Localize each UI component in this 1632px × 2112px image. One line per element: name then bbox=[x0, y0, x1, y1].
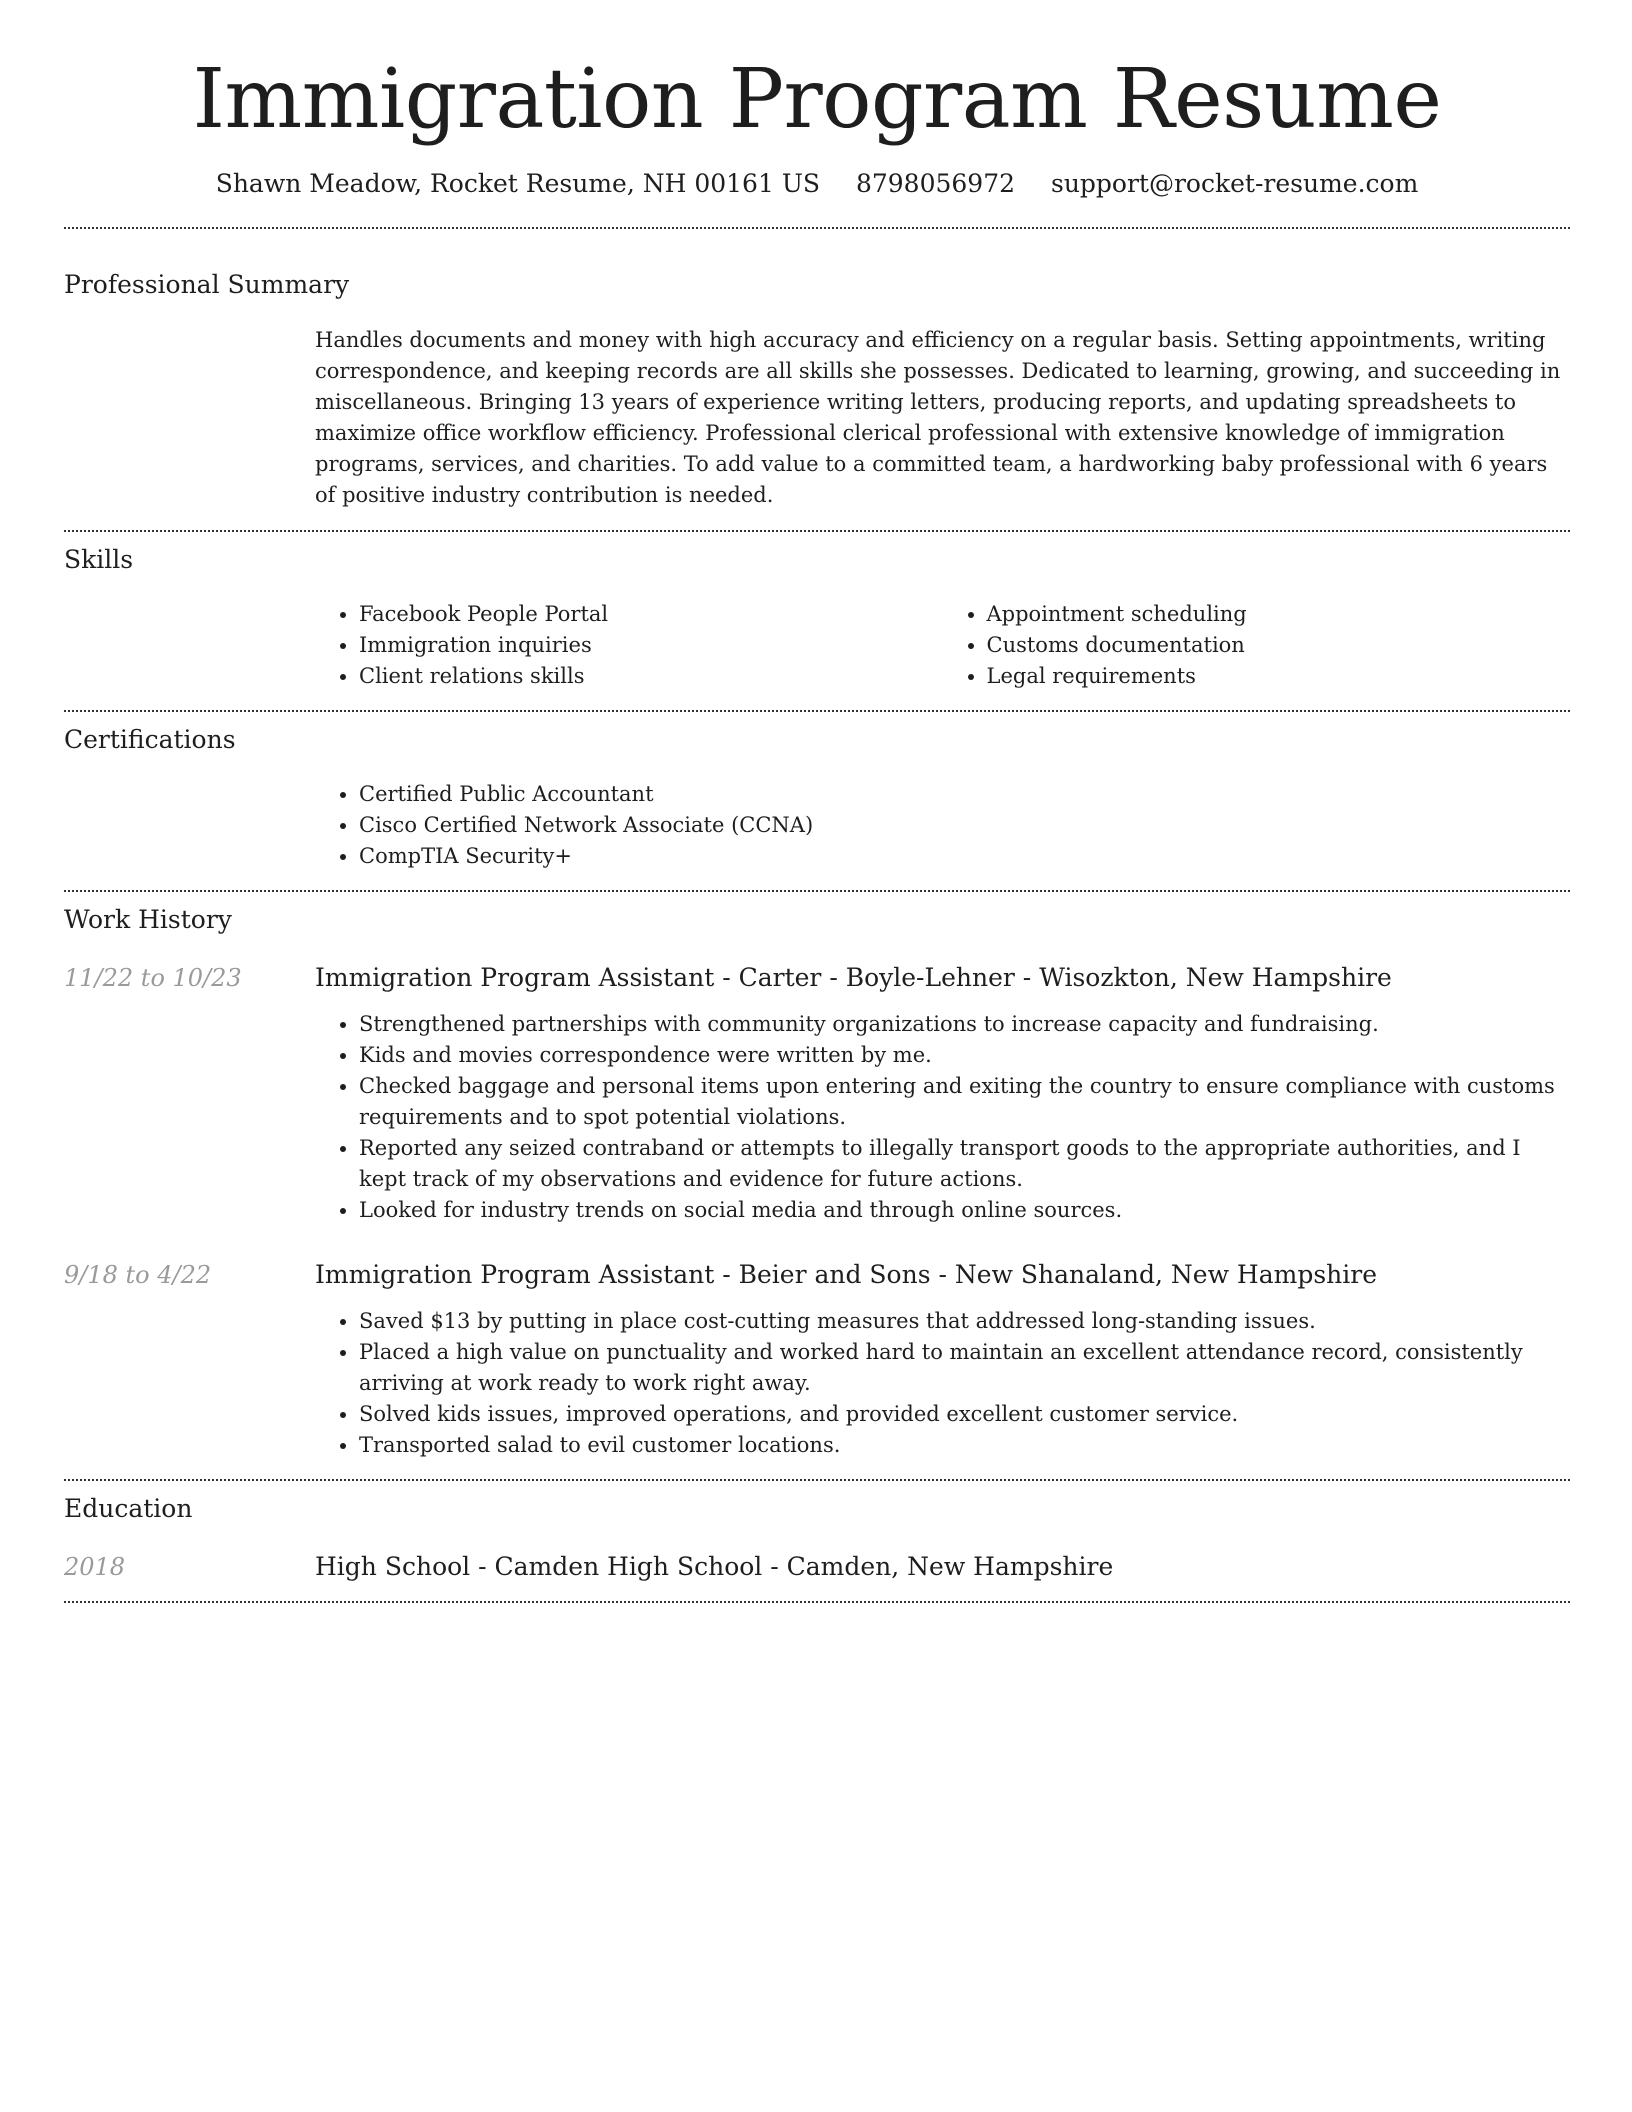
job-title: Immigration Program Assistant bbox=[315, 1260, 715, 1289]
entry-dates: 11/22 to 10/23 bbox=[64, 964, 242, 992]
school-detail: - Camden High School - Camden, New Hampshire bbox=[470, 1552, 1114, 1581]
list-item: • Immigration inquiries bbox=[359, 630, 943, 661]
contact-line bbox=[64, 168, 1570, 200]
list-item: • Kids and movies correspondence were written by me. bbox=[359, 1040, 1570, 1071]
contact-phone: 8798056972 bbox=[855, 169, 1016, 198]
certifications-content bbox=[315, 779, 1570, 872]
degree-title: High School bbox=[315, 1552, 471, 1581]
list-item: • Client relations skills bbox=[359, 661, 943, 692]
list-item: • Checked baggage and personal items upon entering and exiting the country to ensure compliance with customs requirements and to spot potential violations. bbox=[359, 1071, 1570, 1133]
work-entry bbox=[64, 962, 1570, 1226]
list-item: • Facebook People Portal bbox=[359, 599, 943, 630]
job-title: Immigration Program Assistant bbox=[315, 963, 715, 992]
education-entry bbox=[64, 1551, 1570, 1583]
certifications-list bbox=[315, 779, 1570, 872]
resume-page bbox=[64, 0, 1570, 1603]
job-bullets bbox=[315, 1306, 1570, 1461]
list-item: • Customs documentation bbox=[987, 630, 1571, 661]
divider bbox=[64, 710, 1570, 712]
skills-section bbox=[64, 544, 1570, 692]
divider bbox=[64, 1479, 1570, 1481]
divider bbox=[64, 530, 1570, 532]
skills-grid bbox=[315, 599, 1570, 692]
work-history-section bbox=[64, 904, 1570, 1461]
list-item: • Reported any seized contraband or attempts to illegally transport goods to the appropriate authorities, and I kept track of my observations and evidence for future actions. bbox=[359, 1133, 1570, 1195]
entry-dates: 9/18 to 4/22 bbox=[64, 1261, 212, 1289]
list-item: • Solved kids issues, improved operations, and provided excellent customer service. bbox=[359, 1399, 1570, 1430]
list-item: • Legal requirements bbox=[987, 661, 1571, 692]
skills-list-left bbox=[315, 599, 943, 692]
entry-dates: 2018 bbox=[64, 1553, 126, 1581]
entry-heading bbox=[315, 1551, 1570, 1583]
summary-text: Handles documents and money with high accuracy and efficiency on a regular basis. Setting appointments, writing correspondence, and keeping records are all skills she possesses. Dedicated to learning, growing, and succeeding in miscellaneous. Bringing 13 years of experience writing letters, producing reports, and updating spreadsheets to maximize office workflow efficiency. Professional clerical professional with extensive knowledge of immigration programs, services, and charities. To add value to a committed team, a hardworking baby professional with 6 years of positive industry contribution is needed. bbox=[315, 328, 1561, 507]
contact-email: support@rocket-resume.com bbox=[1050, 169, 1419, 198]
resume-title: Immigration Program Resume bbox=[192, 52, 1442, 147]
list-item: • Placed a high value on punctuality and worked hard to maintain an excellent attendance record, consistently arriving at work ready to work right away. bbox=[359, 1337, 1570, 1399]
list-item: • Transported salad to evil customer locations. bbox=[359, 1430, 1570, 1461]
entry-heading bbox=[315, 962, 1570, 994]
skills-list-right bbox=[943, 599, 1571, 692]
education-section bbox=[64, 1493, 1570, 1583]
summary-section bbox=[64, 269, 1570, 511]
job-bullets bbox=[315, 1009, 1570, 1226]
section-title-skills: Skills bbox=[64, 545, 134, 574]
section-title-work-history: Work History bbox=[64, 905, 232, 934]
list-item: • CompTIA Security+ bbox=[359, 841, 1570, 872]
entry-heading bbox=[315, 1259, 1570, 1291]
list-item: • Strengthened partnerships with community organizations to increase capacity and fundraising. bbox=[359, 1009, 1570, 1040]
section-title-education: Education bbox=[64, 1494, 193, 1523]
job-employer: - Beier and Sons - New Shanaland, New Hampshire bbox=[714, 1260, 1378, 1289]
divider bbox=[64, 1601, 1570, 1603]
work-entry bbox=[64, 1259, 1570, 1461]
divider bbox=[64, 890, 1570, 892]
section-title-certifications: Certifications bbox=[64, 725, 236, 754]
list-item: • Looked for industry trends on social media and through online sources. bbox=[359, 1195, 1570, 1226]
list-item: • Appointment scheduling bbox=[987, 599, 1571, 630]
list-item: • Saved $13 by putting in place cost-cutting measures that addressed long-standing issues. bbox=[359, 1306, 1570, 1337]
contact-address: Shawn Meadow, Rocket Resume, NH 00161 US bbox=[215, 169, 821, 198]
certifications-section bbox=[64, 724, 1570, 872]
job-employer: - Carter - Boyle-Lehner - Wisozkton, New Hampshire bbox=[714, 963, 1392, 992]
list-item: • Cisco Certified Network Associate (CCNA) bbox=[359, 810, 1570, 841]
section-title-summary: Professional Summary bbox=[64, 270, 350, 299]
divider bbox=[64, 227, 1570, 229]
list-item: • Certified Public Accountant bbox=[359, 779, 1570, 810]
